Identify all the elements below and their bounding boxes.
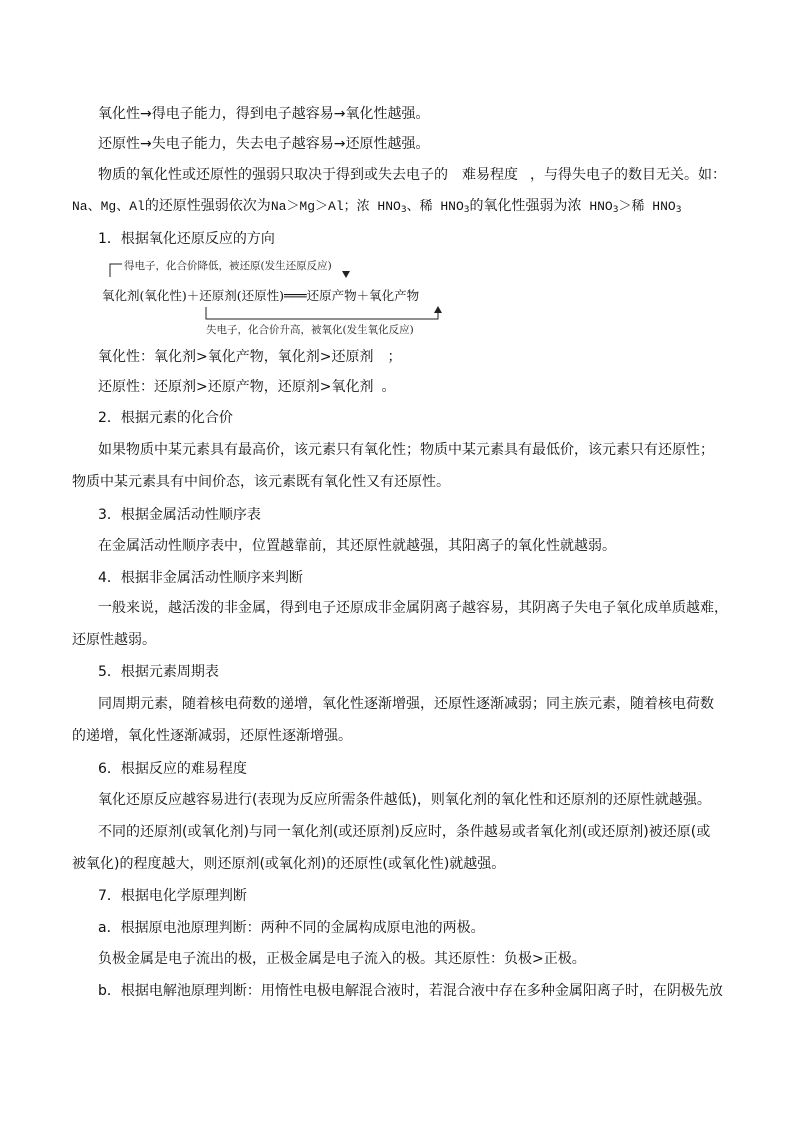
paragraph-reducing: 还原性→失电子能力，失去电子越容易→还原性越强。 xyxy=(98,136,430,152)
subscript: 3 xyxy=(612,205,619,215)
oxidizing-comparison xyxy=(98,347,401,367)
section-2-line-2: 物质中某元素具有中间价态，该元素既有氧化性又有还原性。 xyxy=(72,474,450,490)
section-heading-1: 1．根据氧化还原反应的方向 xyxy=(98,231,275,247)
section-heading-2: 2．根据元素的化合价 xyxy=(98,410,233,426)
comparison-text: 还原性：还原剂>还原产物，还原剂>氧化剂 xyxy=(98,379,374,395)
bottom-arrow-head xyxy=(434,306,442,313)
example-formula: Na＞Mg＞Al；浓 HNO xyxy=(270,199,401,214)
section-heading-7: 7．根据电化学原理判断 xyxy=(98,888,247,904)
section-4-line-2: 还原性越弱。 xyxy=(72,632,156,648)
diagram-bottom-label: 失电子，化合价升高，被氧化(发生氧化反应) xyxy=(206,324,414,336)
bottom-bracket-line xyxy=(206,307,438,319)
section-6-line-2: 不同的还原剂(或氧化剂)与同一氧化剂(或还原剂)反应时，条件越易或者氧化剂(或还原剂)被还原(或 xyxy=(98,824,711,840)
section-heading-3: 3．根据金属活动性顺序表 xyxy=(98,507,261,523)
example-formula: 、稀 HNO xyxy=(406,199,464,214)
intro-text-end: ，与得失电子的数目无关。如： xyxy=(530,167,726,183)
example-text: 的氧化性强弱为浓 xyxy=(469,198,582,214)
section-heading-5: 5．根据元素周期表 xyxy=(98,664,219,680)
diagram-equation: 氧化剂(氧化性)＋还原剂(还原性)═══还原产物＋氧化产物 xyxy=(102,288,420,303)
reducing-comparison xyxy=(98,377,395,397)
paragraph-oxidizing: 氧化性→得电子能力，得到电子越容易→氧化性越强。 xyxy=(98,106,430,122)
paragraph-strength-intro xyxy=(98,165,726,185)
section-6-line-1: 氧化还原反应越容易进行(表现为反应所需条件越低)，则氧化剂的氧化性和还原剂的还原性就越强。 xyxy=(98,792,711,808)
redox-diagram xyxy=(96,258,456,336)
section-5-line-2: 的递增，氧化性逐渐减弱，还原性逐渐增强。 xyxy=(72,728,352,744)
section-4-line-1: 一般来说，越活泼的非金属，得到电子还原成非金属阴离子越容易，其阴离子失电子氧化成单质越难， xyxy=(98,600,728,616)
diagram-top-label: 得电子，化合价降低，被还原(发生还原反应) xyxy=(124,260,332,272)
example-text: 的还原性强弱依次为 xyxy=(144,198,271,214)
subscript: 3 xyxy=(675,205,682,215)
section-3-line-1: 在金属活动性顺序表中，位置越靠前，其还原性就越强，其阳离子的氧化性就越弱。 xyxy=(98,538,616,554)
comparison-end: 。 xyxy=(381,379,396,395)
paragraph-examples xyxy=(72,196,681,217)
section-7-item-a-detail: 负极金属是电子流出的极，正极金属是电子流入的极。其还原性：负极>正极。 xyxy=(98,951,586,967)
example-metals: Na、Mg、Al xyxy=(72,199,145,214)
section-6-line-3: 被氧化)的程度越大，则还原剂(或氧化剂)的还原性(或氧化性)就越强。 xyxy=(72,856,506,872)
comparison-end: ； xyxy=(387,349,402,365)
section-2-line-1: 如果物质中某元素具有最高价，该元素只有氧化性；物质中某元素具有最低价，该元素只有还原性； xyxy=(98,442,714,458)
section-heading-4: 4．根据非金属活动性顺序来判断 xyxy=(98,570,303,586)
comparison-text: 氧化性：氧化剂>氧化产物，氧化剂>还原剂 xyxy=(98,349,374,365)
example-formula: HNO xyxy=(581,199,613,214)
subscript: 3 xyxy=(463,205,470,215)
subscript: 3 xyxy=(400,205,407,215)
section-heading-6: 6．根据反应的难易程度 xyxy=(98,761,247,777)
section-7-item-a: a．根据原电池原理判断：两种不同的金属构成原电池的两极。 xyxy=(98,920,485,936)
section-7-item-b: b．根据电解池原理判断：用惰性电极电解混合液时，若混合液中存在多种金属阳离子时，在阴极先放 xyxy=(98,983,723,999)
intro-text: 物质的氧化性或还原性的强弱只取决于得到或失去电子的 xyxy=(98,167,448,183)
section-5-line-1: 同周期元素，随着核电荷数的递增，氧化性逐渐增强，还原性逐渐减弱；同主族元素，随着核电荷数 xyxy=(98,696,714,712)
example-formula: ＞稀 HNO xyxy=(618,199,676,214)
fill-blank-answer: 难易程度 xyxy=(462,167,518,183)
top-arrow-head xyxy=(342,271,350,278)
